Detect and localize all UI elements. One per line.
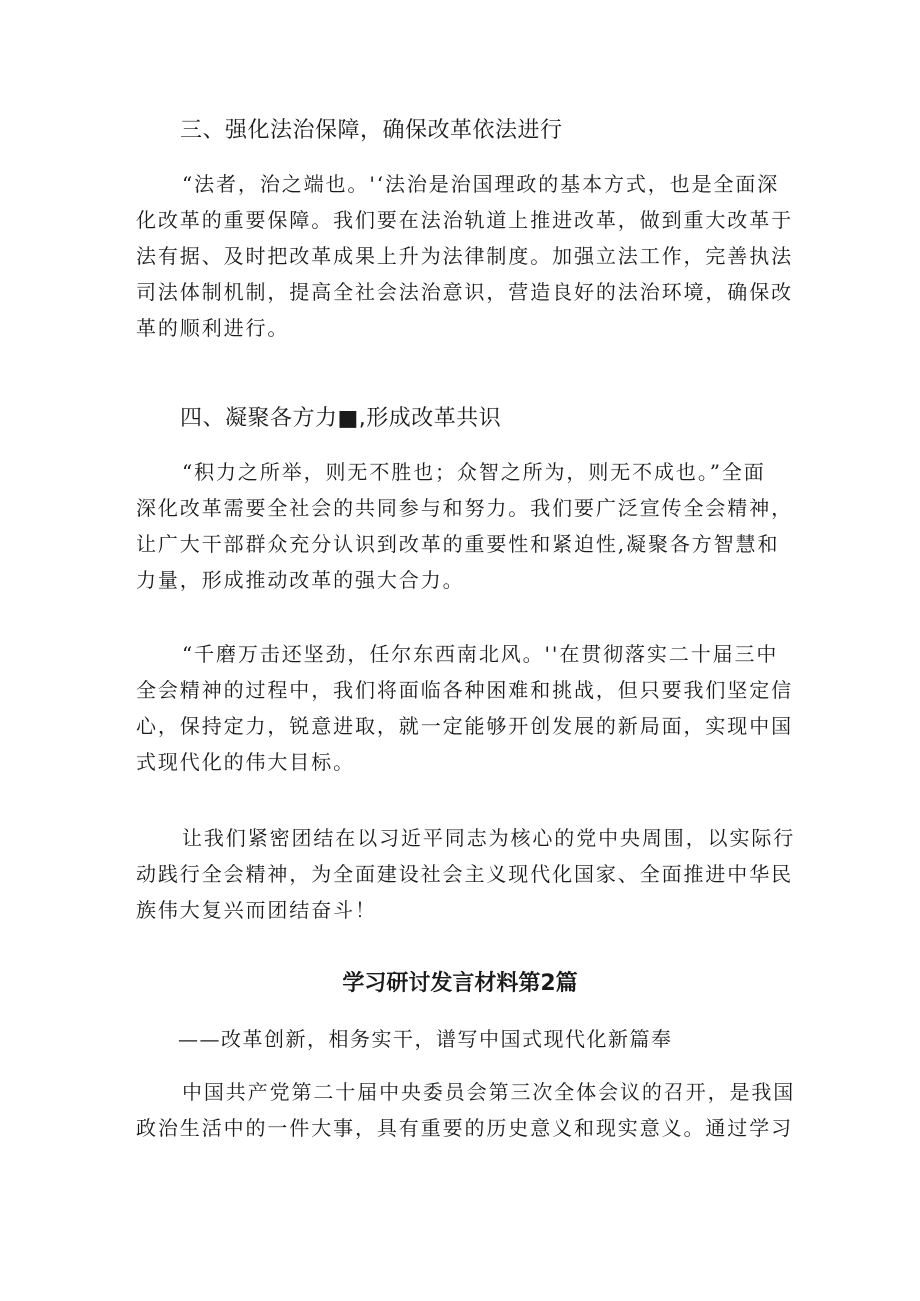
paragraph-intro [136, 1074, 796, 1146]
section-heading-4: 四、凝聚各方力■,形成改革共识 [180, 406, 502, 431]
paragraph-line: 革的顺利进行。 [136, 316, 290, 340]
paragraph-line: 深化改革需要全社会的共同参与和努力。我们要广泛宣传全会精神， [136, 496, 793, 520]
paragraph-line: 动践行全会精神，为全面建设社会主义现代化国家、全面推进中华民 [136, 862, 793, 886]
paragraph-line: 让我们紧密团结在以习近平同志为核心的党中央周围，以实际行 [182, 826, 796, 850]
paragraph-line: “积力之所举，则无不胜也；众智之所为，则无不成也。”全面 [182, 460, 766, 484]
paragraph-line: 司法体制机制，提高全社会法治意识，营造良好的法治环境，确保改 [136, 280, 793, 304]
paragraph-line: 心，保持定力，锐意进取，就一定能够开创发展的新局面，实现中国 [136, 714, 793, 738]
article-subtitle: ——改革创新，相务实干，谱写中国式现代化新篇奉 [178, 1027, 673, 1051]
paragraph-line: 力量，形成推动改革的强大合力。 [136, 568, 465, 592]
paragraph-line: 法有据、及时把改革成果上升为法律制度。加强立法工作，完善执法 [136, 244, 793, 268]
paragraph-line: 政治生活中的一件大事，具有重要的历史意义和现实意义。通过学习 [136, 1116, 793, 1140]
paragraph-line: “千磨万击还坚劲，任尔东西南北风。''在贯彻落实二十届三中 [182, 642, 779, 666]
paragraph-rule-of-law [136, 166, 796, 346]
paragraph-perseverance [136, 636, 796, 780]
section-heading-3: 三、强化法治保障，确保改革依法进行 [180, 118, 563, 143]
paragraph-line: 族伟大复兴而团结奋斗！ [136, 898, 377, 922]
paragraph-line: 化改革的重要保障。我们要在法治轨道上推进改革，做到重大改革于 [136, 208, 793, 232]
paragraph-line: 式现代化的伟大目标。 [136, 750, 355, 774]
article-title: 学习研讨发言材料第2篇 [342, 971, 578, 996]
paragraph-line: 全会精神的过程中，我们将面临各种困难和挑战，但只要我们坚定信 [136, 678, 793, 702]
paragraph-line: 让广大干部群众充分认识到改革的重要性和紧迫性,凝聚各方智慧和 [136, 532, 780, 556]
paragraph-unite [136, 820, 796, 928]
paragraph-line: “法者，治之端也。'‘法治是治国理政的基本方式，也是全面深 [182, 172, 780, 196]
paragraph-consensus [136, 454, 796, 598]
paragraph-line: 中国共产党第二十届中央委员会第三次全体会议的召开，是我国 [182, 1080, 796, 1104]
